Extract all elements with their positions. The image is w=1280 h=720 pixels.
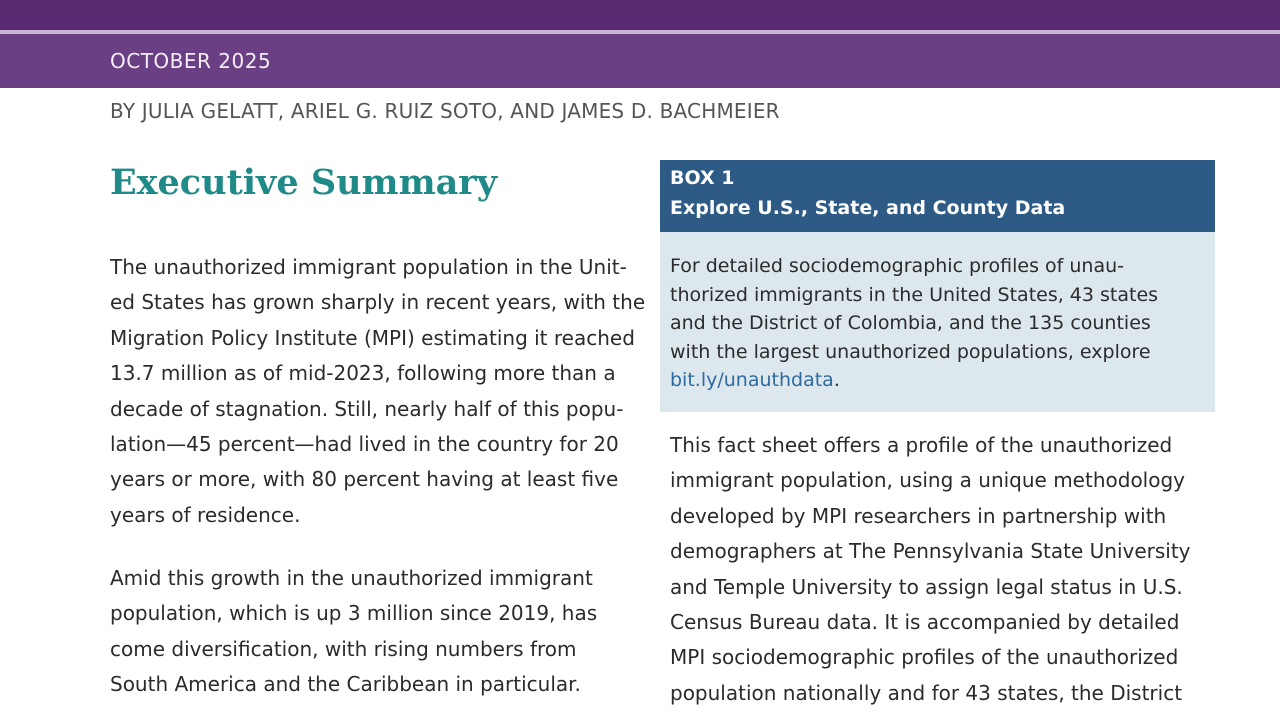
text-line: come diversification, with rising numbers from <box>110 636 577 661</box>
text-line: years of residence. <box>110 502 301 527</box>
box-text <box>670 252 1158 395</box>
box-text-line: thorized immigrants in the United States, 43 states <box>670 283 1159 306</box>
data-link[interactable]: bit.ly/unauthdata <box>670 369 834 392</box>
box-text-line: For detailed sociodemographic profiles of unau- <box>670 255 1124 277</box>
text-line: This fact sheet offers a profile of the unauthorized <box>670 433 1173 457</box>
text-line: population nationally and for 43 states, the District <box>670 680 1183 705</box>
text-line: MPI sociodemographic profiles of the unauthorized <box>670 645 1179 670</box>
text-line: developed by MPI researchers in partnership with <box>670 503 1167 528</box>
text-line: and Temple University to assign legal status in U.S. <box>670 574 1183 599</box>
paragraph-2 <box>110 561 650 703</box>
paragraph-1 <box>110 250 650 533</box>
text-line: ed States has grown sharply in recent years, with the <box>110 290 646 315</box>
text-line: decade of stagnation. Still, nearly half of this popu- <box>110 396 624 421</box>
text-line: years or more, with 80 percent having at least five <box>110 467 619 492</box>
section-heading: Executive Summary <box>110 162 498 203</box>
box-body <box>660 232 1215 412</box>
text-line: Amid this growth in the unauthorized immigrant <box>110 566 593 590</box>
text-line: 13.7 million as of mid-2023, following more than a <box>110 361 616 386</box>
right-paragraph <box>670 428 1215 711</box>
box-text-line: and the District of Colombia, and the 135 counties <box>670 312 1151 335</box>
author-byline: BY JULIA GELATT, ARIEL G. RUIZ SOTO, AND JAMES D. BACHMEIER <box>110 99 780 123</box>
text-line: Migration Policy Institute (MPI) estimating it reached <box>110 325 635 350</box>
link-suffix: . <box>833 369 840 392</box>
text-line: immigrant population, using a unique methodology <box>670 468 1185 493</box>
text-line: Census Bureau data. It is accompanied by detailed <box>670 610 1180 635</box>
box-label: BOX 1 <box>670 167 735 189</box>
box-link-line <box>670 366 1158 395</box>
text-line: lation—45 percent—had lived in the country for 20 <box>110 432 619 457</box>
text-line: population, which is up 3 million since 2019, has <box>110 601 598 626</box>
top-banner <box>0 0 1280 30</box>
box-text-line: with the largest unauthorized populations, explore <box>670 340 1151 363</box>
publication-date: OCTOBER 2025 <box>110 49 272 73</box>
box-header <box>660 160 1215 232</box>
text-line: South America and the Caribbean in particular. <box>110 672 581 697</box>
text-line: demographers at The Pennsylvania State University <box>670 539 1191 564</box>
box-title: Explore U.S., State, and County Data <box>670 197 1066 219</box>
text-line: The unauthorized immigrant population in the Unit- <box>110 255 627 279</box>
